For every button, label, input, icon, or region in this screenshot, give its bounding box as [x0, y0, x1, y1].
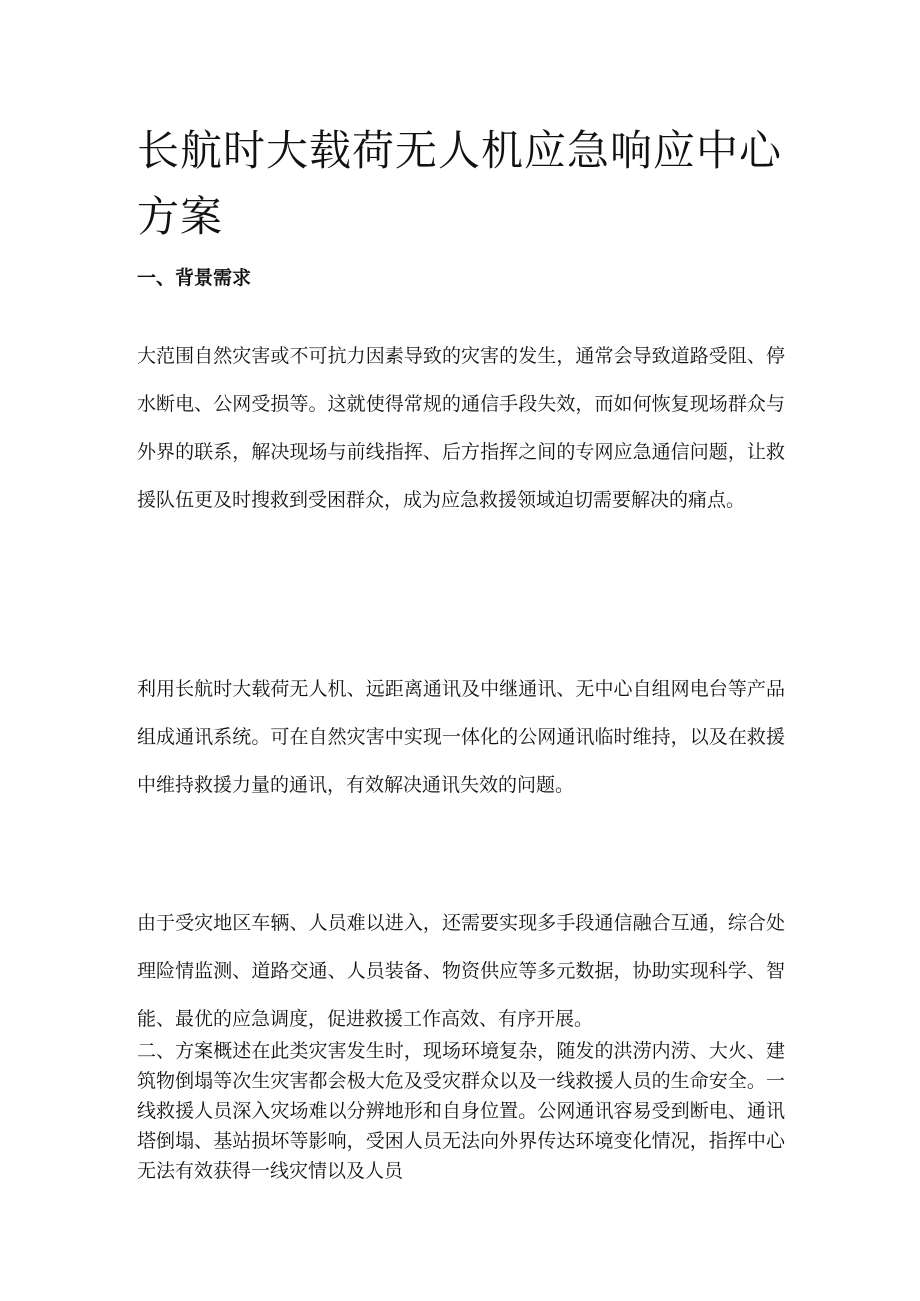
paragraph-1: 大范围自然灾害或不可抗力因素导致的灾害的发生，通常会导致道路受阻、停水断电、公网受损等。这就使得常规的通信手段失效，而如何恢复现场群众与外界的联系，解决现场与前线指挥、后方指挥之间的专网应急通信问题，让救援队伍更及时搜救到受困群众，成为应急救援领域迫切需要解决的痛点。: [137, 345, 785, 511]
section-heading-background: 一、背景需求: [137, 267, 252, 289]
document-title: 长航时大载荷无人机应急响应中心方案: [137, 126, 783, 241]
paragraph-3: 由于受灾地区车辆、人员难以进入，还需要实现多手段通信融合互通，综合处理险情监测、道路交通、人员装备、物资供应等多元数据，协助实现科学、智能、最优的应急调度，促进救援工作高效、有序开展。: [137, 912, 785, 1030]
paragraph-2: 利用长航时大载荷无人机、远距离通讯及中继通讯、无中心自组网电台等产品组成通讯系统。可在自然灾害中实现一体化的公网通讯临时维持，以及在救援中维持救援力量的通讯，有效解决通讯失效的问题。: [137, 678, 785, 796]
paragraph-4: 二、方案概述在此类灾害发生时，现场环境复杂，随发的洪涝内涝、大火、建筑物倒塌等次生灾害都会极大危及受灾群众以及一线救援人员的生命安全。一线救援人员深入灾场难以分辨地形和自身位置。公网通讯容易受到断电、通讯塔倒塌、基站损坏等影响，受困人员无法向外界传达环境变化情况，指挥中心无法有效获得一线灾情以及人员: [137, 1040, 785, 1182]
